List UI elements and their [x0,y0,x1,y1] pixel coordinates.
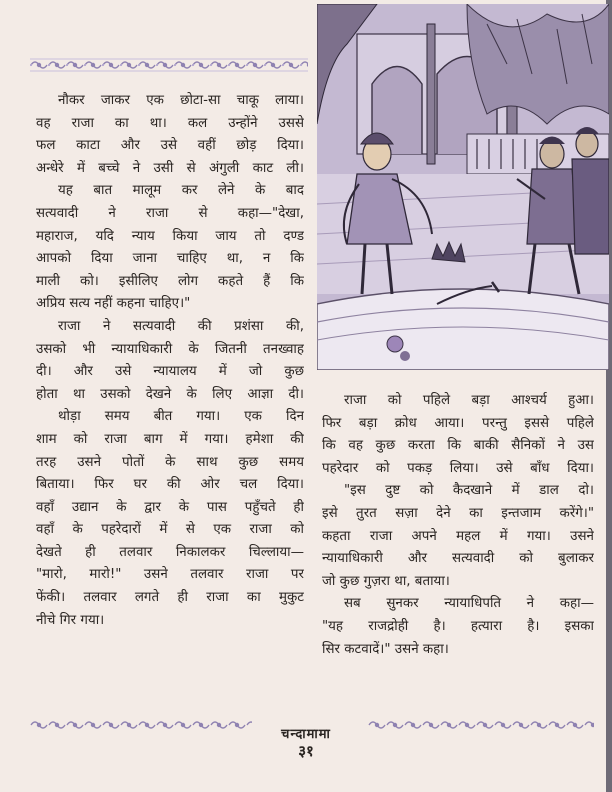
text-line: दी। और उसे न्यायालय में जो कुछ [36,364,304,380]
text-line: यह बात मालूम कर लेने के बाद [58,183,304,199]
text-line: शाम को राजा बाग में गया। हमेशा की [36,431,304,447]
text-line: फेंकी। तलवार लगते ही राजा का मुकुट [36,590,304,606]
text-line: पहरेदार को पकड़ लिया। उसे बाँध दिया। [322,460,594,476]
text-line: बिताया। फिर घर की ओर चल दिया। [36,477,304,493]
text-line: जो कुछ गुज़रा था, बताया। [322,573,450,589]
text-line: अन्धेरे में बच्चे ने उसी से अंगुली काट ली। [36,160,304,176]
illustration-king-and-guards [317,4,609,370]
text-line: इसे तुरत सज़ा देने का इन्तजाम करेंगे।" [322,505,594,521]
text-line: देखते ही तलवार निकालकर चिल्लाया— [36,544,304,560]
text-line: वह राजा का था। कल उन्होंने उससे [36,115,304,131]
text-line: होता था उसको देखने के लिए आज्ञा दी। [36,386,304,402]
text-line: नीचे गिर गया। [36,612,105,628]
text-line: वहाँ उद्यान के द्वार के पास पहुँचते ही [36,499,304,515]
magazine-title: चन्दामामा [281,727,331,742]
text-line: सब सुनकर न्यायाधिपति ने कहा— [344,596,594,612]
text-line: थोड़ा समय बीत गया। एक दिन [58,409,304,425]
text-line: महाराज, यदि न्याय किया जाय तो दण्ड [36,228,304,244]
text-line: फल काटा और उसे वहीं छोड़ दिया। [36,138,304,154]
text-line: सत्यवादी ने राजा से कहा—"देखा, [36,205,304,221]
text-line: सिर कटवादें।" उसने कहा। [322,641,449,657]
text-line: उसको भी न्यायाधिकारी के जितनी तनख्वाह [36,341,304,357]
text-line: कि वह कुछ करता कि बाकी सैनिकों ने उस [322,438,594,454]
text-line: आपको दिया जाना चाहिए था, न कि [36,251,304,267]
text-line: राजा को पहिले बड़ा आश्चर्य हुआ। [344,393,594,408]
page-number: ३१ [298,742,314,760]
text-line: कहता राजा अपने महल में गया। उसने [322,528,594,544]
text-line: फिर बड़ा क्रोध आया। परन्तु इससे पहिले [322,415,594,431]
left-text-column [36,90,304,632]
text-line: माली को। इसीलिए लोग कहते हैं कि [36,273,304,289]
text-line: राजा ने सत्यवादी की प्रशंसा की, [58,318,304,334]
text-line: "यह राजद्रोही है। हत्यारा है। इसका [322,618,594,634]
text-line: अप्रिय सत्य नहीं कहना चाहिए।" [36,296,191,312]
text-line: वहाँ के पहरेदारों में से एक राजा को [36,522,304,538]
ornament-pattern-top [30,58,308,72]
text-line: न्यायाधिकारी और सत्यवादी को बुलाकर [322,551,594,567]
text-line: नौकर जाकर एक छोटा-सा चाकू लाया। [58,93,304,108]
text-line: "इस दुष्ट को कैदखाने में डाल दो। [344,483,594,499]
top-ornament-band [30,58,308,72]
right-text-column [322,390,594,661]
text-line: "मारो, मारो!" उसने तलवार राजा पर [36,567,304,583]
story-illustration [317,4,609,370]
text-line: तरह उसने पोतों के साथ कुछ समय [36,454,304,470]
